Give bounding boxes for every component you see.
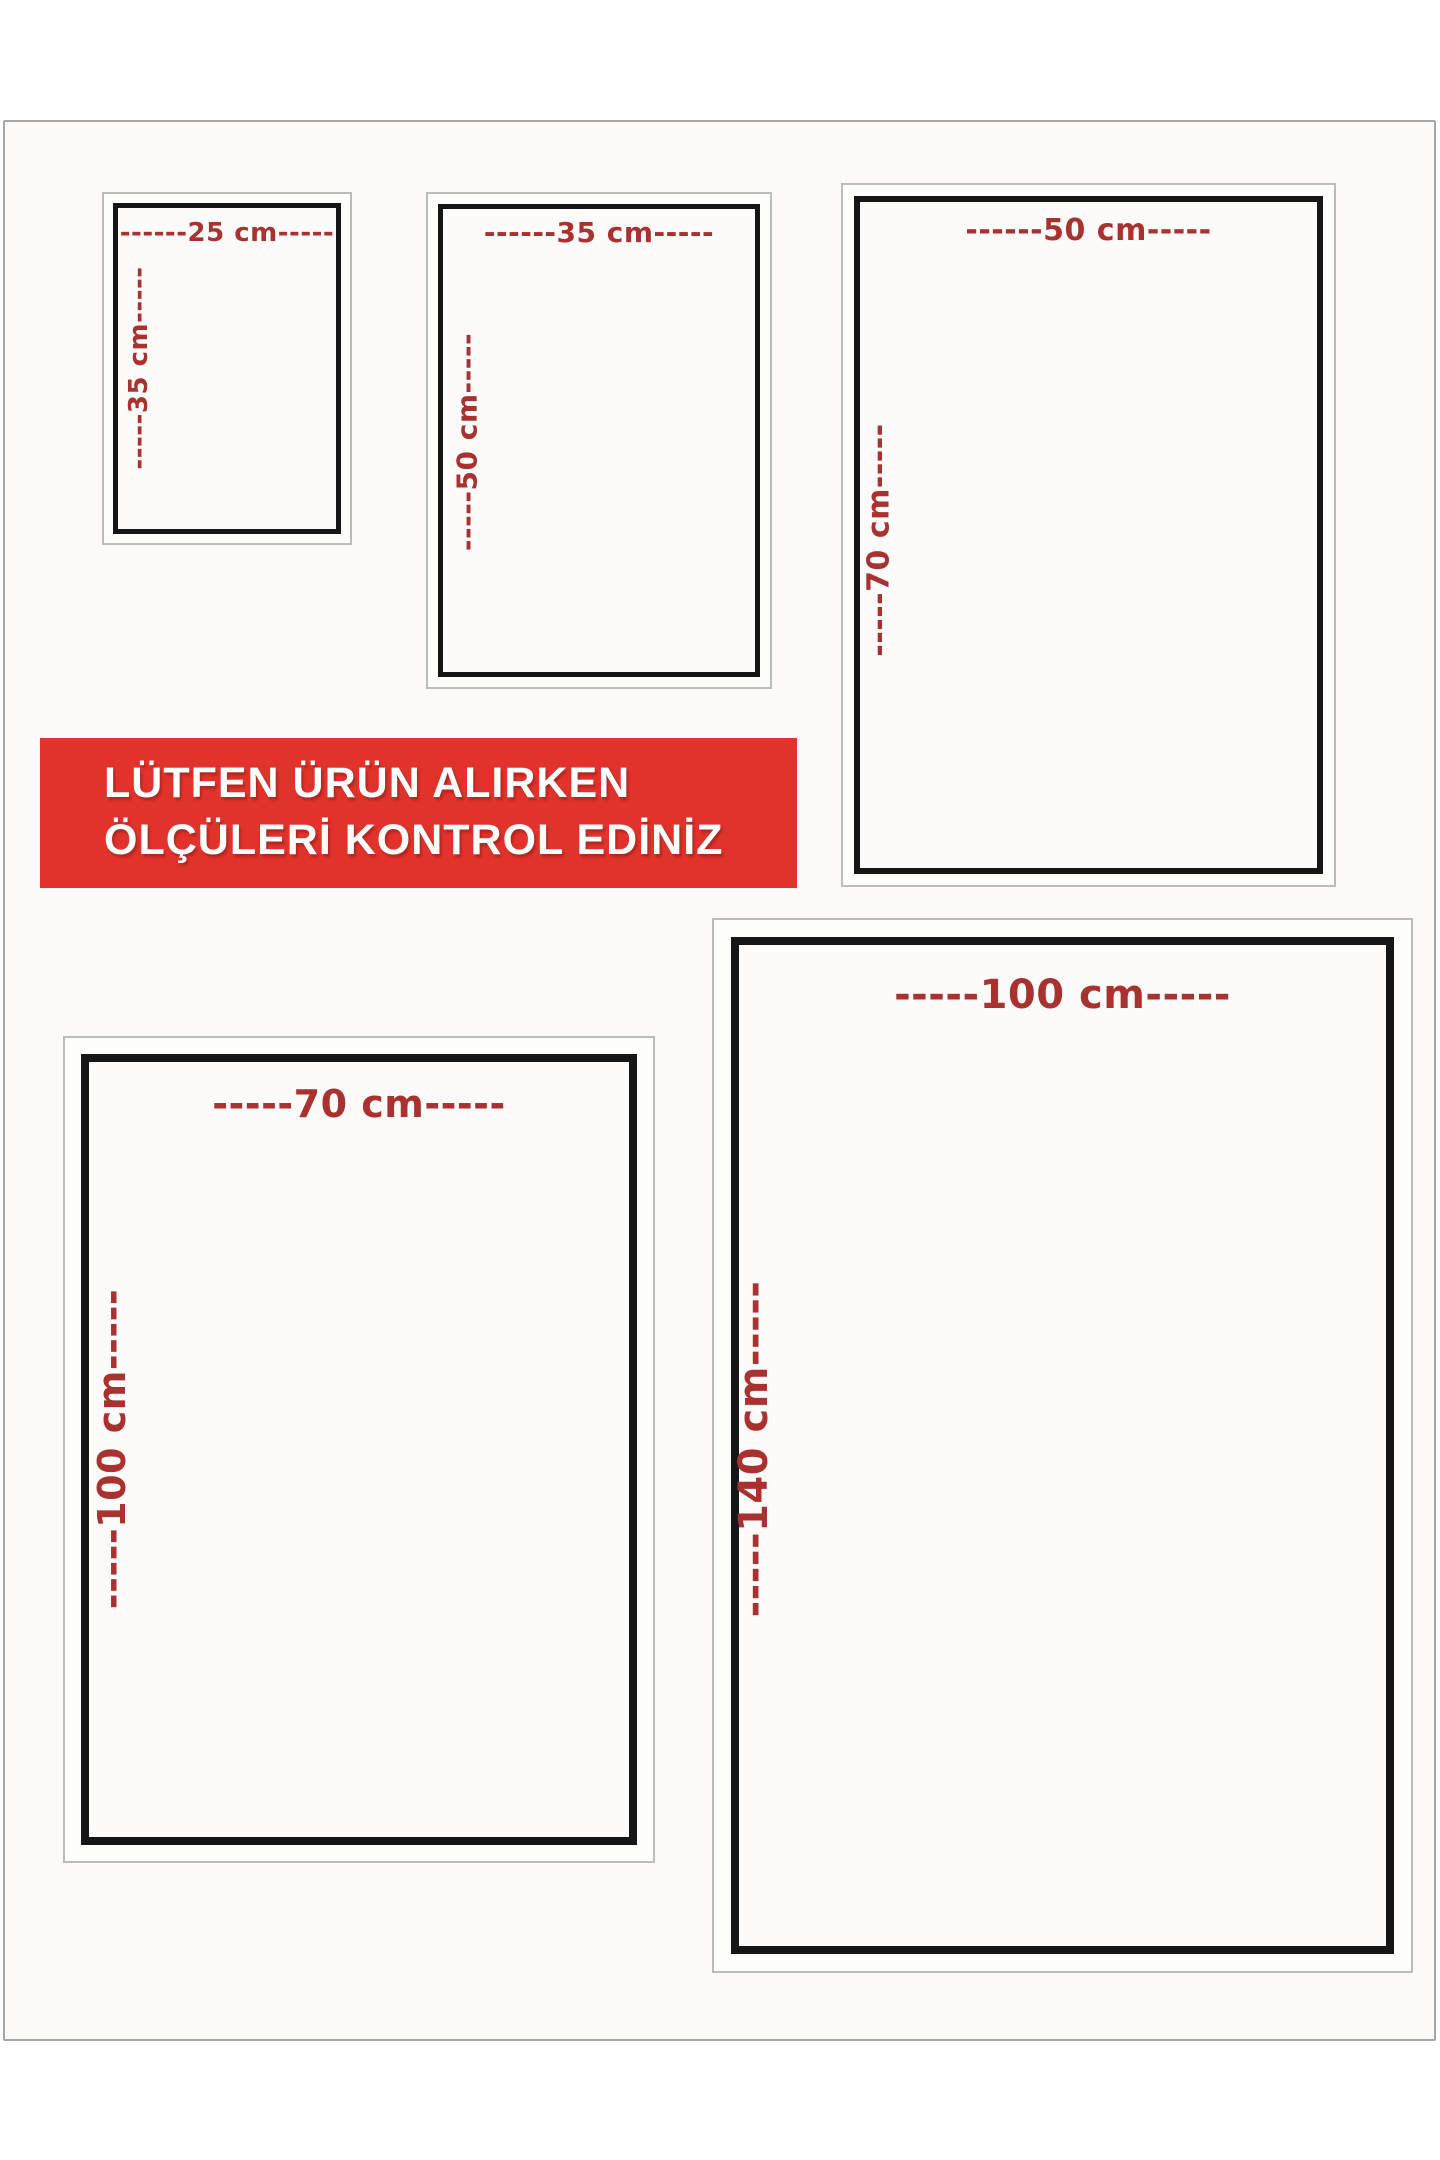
height-dimension-label: -----50 cm----- xyxy=(450,332,484,552)
size-box-35x50 xyxy=(426,192,772,689)
width-dimension-label: ------50 cm----- xyxy=(965,213,1212,248)
size-box-50x70-frame xyxy=(854,196,1323,874)
size-box-100x140-frame xyxy=(731,937,1394,1954)
width-dimension-label: ------35 cm----- xyxy=(483,216,715,249)
size-box-100x140 xyxy=(712,918,1413,1973)
size-box-50x70 xyxy=(841,183,1336,887)
size-box-25x35 xyxy=(102,192,352,545)
height-dimension-label: -----140 cm----- xyxy=(731,1280,777,1618)
size-box-70x100 xyxy=(63,1036,655,1863)
width-dimension-label: -----70 cm----- xyxy=(212,1082,506,1126)
size-box-70x100-frame xyxy=(81,1054,637,1845)
height-dimension-label: -----100 cm----- xyxy=(90,1288,134,1610)
notice-banner-line-2: ÖLÇÜLERİ KONTROL EDİNİZ xyxy=(104,816,724,864)
width-dimension-label: ------25 cm----- xyxy=(119,218,335,248)
notice-banner-line-1: LÜTFEN ÜRÜN ALIRKEN xyxy=(104,759,631,807)
height-dimension-label: -----70 cm----- xyxy=(861,423,897,657)
width-dimension-label: -----100 cm----- xyxy=(894,972,1231,1018)
size-box-35x50-frame xyxy=(438,204,760,677)
notice-banner xyxy=(40,738,797,888)
height-dimension-label: -----35 cm----- xyxy=(124,266,154,470)
